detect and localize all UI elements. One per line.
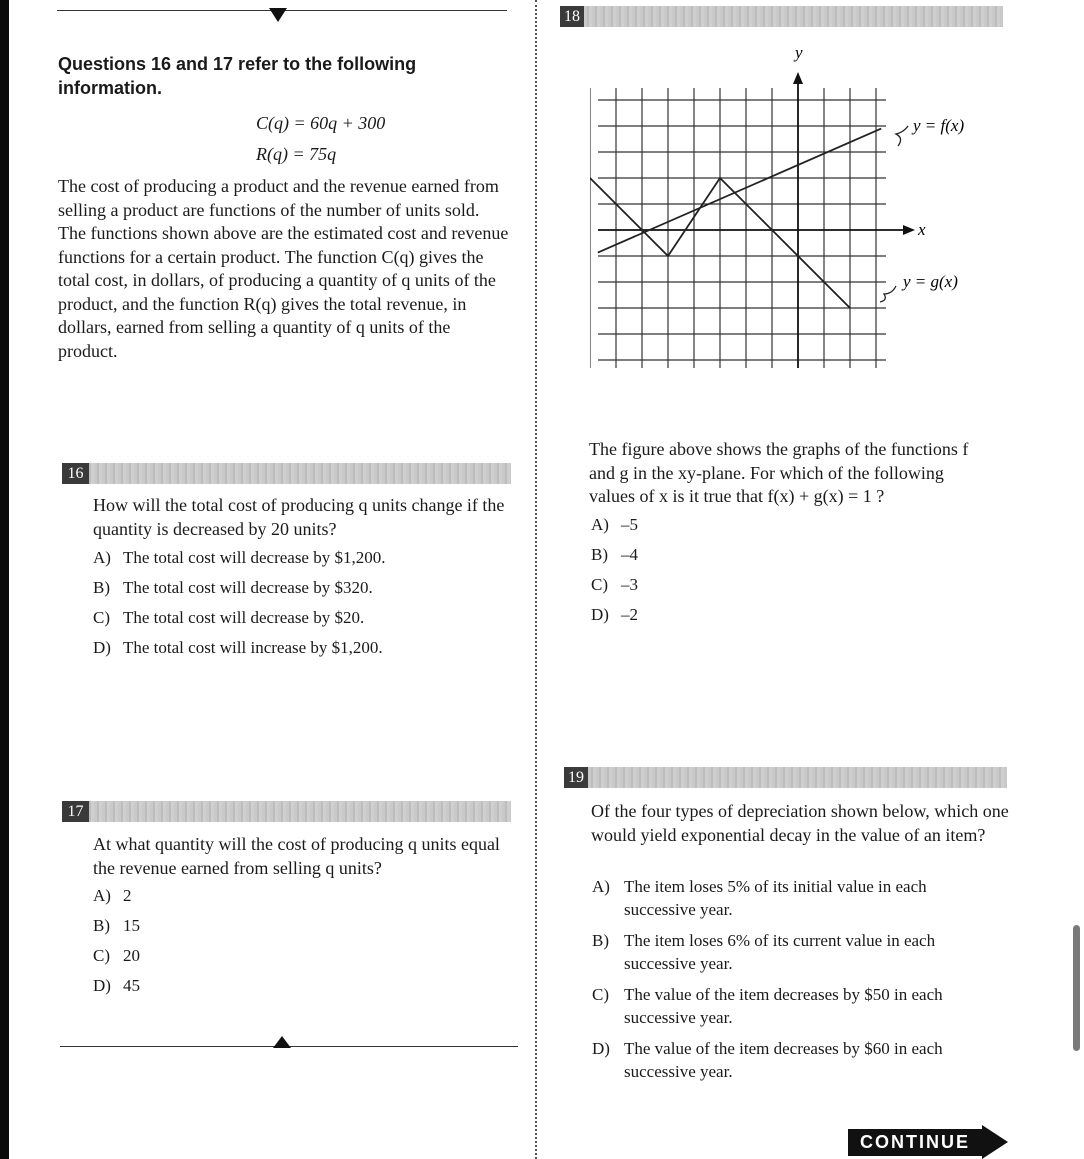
scrollbar-thumb[interactable] — [1073, 925, 1080, 1051]
q19-option-d[interactable]: D) The value of the item decreases by $60 in each successive year. — [592, 1039, 943, 1081]
up-triangle-icon — [273, 1036, 291, 1048]
q19-question: Of the four types of depreciation shown below, which one would yield exponential decay in the value of an item? — [591, 801, 1009, 845]
q19-option-b[interactable]: B) The item loses 6% of its current value in each successive year. — [592, 931, 936, 973]
q17-option-d[interactable]: D) 45 — [93, 976, 140, 995]
q16-option-a[interactable]: A) The total cost will decrease by $1,200. — [93, 548, 386, 567]
down-triangle-icon — [269, 8, 287, 22]
cost-equation: C(q) = 60q + 300 — [256, 113, 386, 133]
f-label: y = f(x) — [913, 116, 965, 135]
q17-option-a[interactable]: A) 2 — [93, 886, 132, 905]
continue-label: CONTINUE — [848, 1129, 982, 1156]
q19-number: 19 — [564, 767, 588, 788]
q18-question: The figure above shows the graphs of the functions f and g in the xy-plane. For which of the following values of x is it true that f(x) + g(x) = 1 ? — [589, 439, 969, 506]
y-axis-arrow-icon — [793, 72, 803, 84]
revenue-equation: R(q) = 75q — [256, 144, 337, 164]
q16-options — [93, 547, 513, 659]
q17-question: At what quantity will the cost of producing q units equal the revenue earned from selling q units? — [93, 834, 500, 878]
q16-option-c[interactable]: C) The total cost will decrease by $20. — [93, 608, 365, 627]
intro-heading: Questions 16 and 17 refer to the following information. — [58, 54, 417, 98]
x-axis-label: x — [918, 220, 926, 239]
q18-option-a[interactable]: A) –5 — [591, 515, 638, 534]
g-label: y = g(x) — [903, 272, 958, 291]
q16-question: How will the total cost of producing q units change if the quantity is decreased by 20 units? — [93, 495, 505, 539]
y-axis-label: y — [795, 43, 803, 62]
q19-header-bar — [564, 767, 1007, 788]
intro-paragraph: The cost of producing a product and the revenue earned from selling a product are functions of the number of units sold. The functions shown above are the estimated cost and revenue functions for a certain product. The function C(q) gives the total cost, in dollars, of producing a quantity of q units of the product, and the function R(q) gives the total revenue, in dollars, earned from selling a quantity of q units of the product. — [58, 176, 509, 361]
g-label-pointer — [880, 286, 896, 302]
q16-number: 16 — [62, 463, 89, 484]
q19-options — [592, 875, 992, 1083]
q17-option-c[interactable]: C) 20 — [93, 946, 140, 965]
continue-arrow-icon — [982, 1125, 1008, 1159]
q17-number: 17 — [62, 801, 89, 822]
q18-graph — [590, 40, 990, 380]
q17-option-b[interactable]: B) 15 — [93, 916, 140, 935]
f-label-pointer — [896, 126, 908, 146]
q18-options — [591, 514, 791, 626]
q18-option-d[interactable]: D) –2 — [591, 605, 638, 624]
graph-grid — [590, 88, 886, 368]
q16-option-b[interactable]: B) The total cost will decrease by $320. — [93, 578, 373, 597]
f-function-line — [598, 129, 881, 253]
left-edge-bar — [0, 0, 9, 1159]
q17-options — [93, 885, 293, 997]
q17-header-bar — [62, 801, 511, 822]
q19-option-a[interactable]: A) The item loses 5% of its initial value in each successive year. — [592, 877, 927, 919]
q18-option-c[interactable]: C) –3 — [591, 575, 638, 594]
q18-number: 18 — [560, 6, 584, 27]
column-divider — [535, 0, 537, 1159]
continue-button[interactable] — [848, 1125, 1010, 1158]
q16-header-bar — [62, 463, 511, 484]
x-axis-arrow-icon — [903, 225, 915, 235]
q19-option-c[interactable]: C) The value of the item decreases by $50 in each successive year. — [592, 985, 943, 1027]
q18-header-bar — [560, 6, 1003, 27]
q16-option-d[interactable]: D) The total cost will increase by $1,200. — [93, 638, 383, 657]
q18-option-b[interactable]: B) –4 — [591, 545, 638, 564]
graph-axes — [598, 72, 915, 368]
